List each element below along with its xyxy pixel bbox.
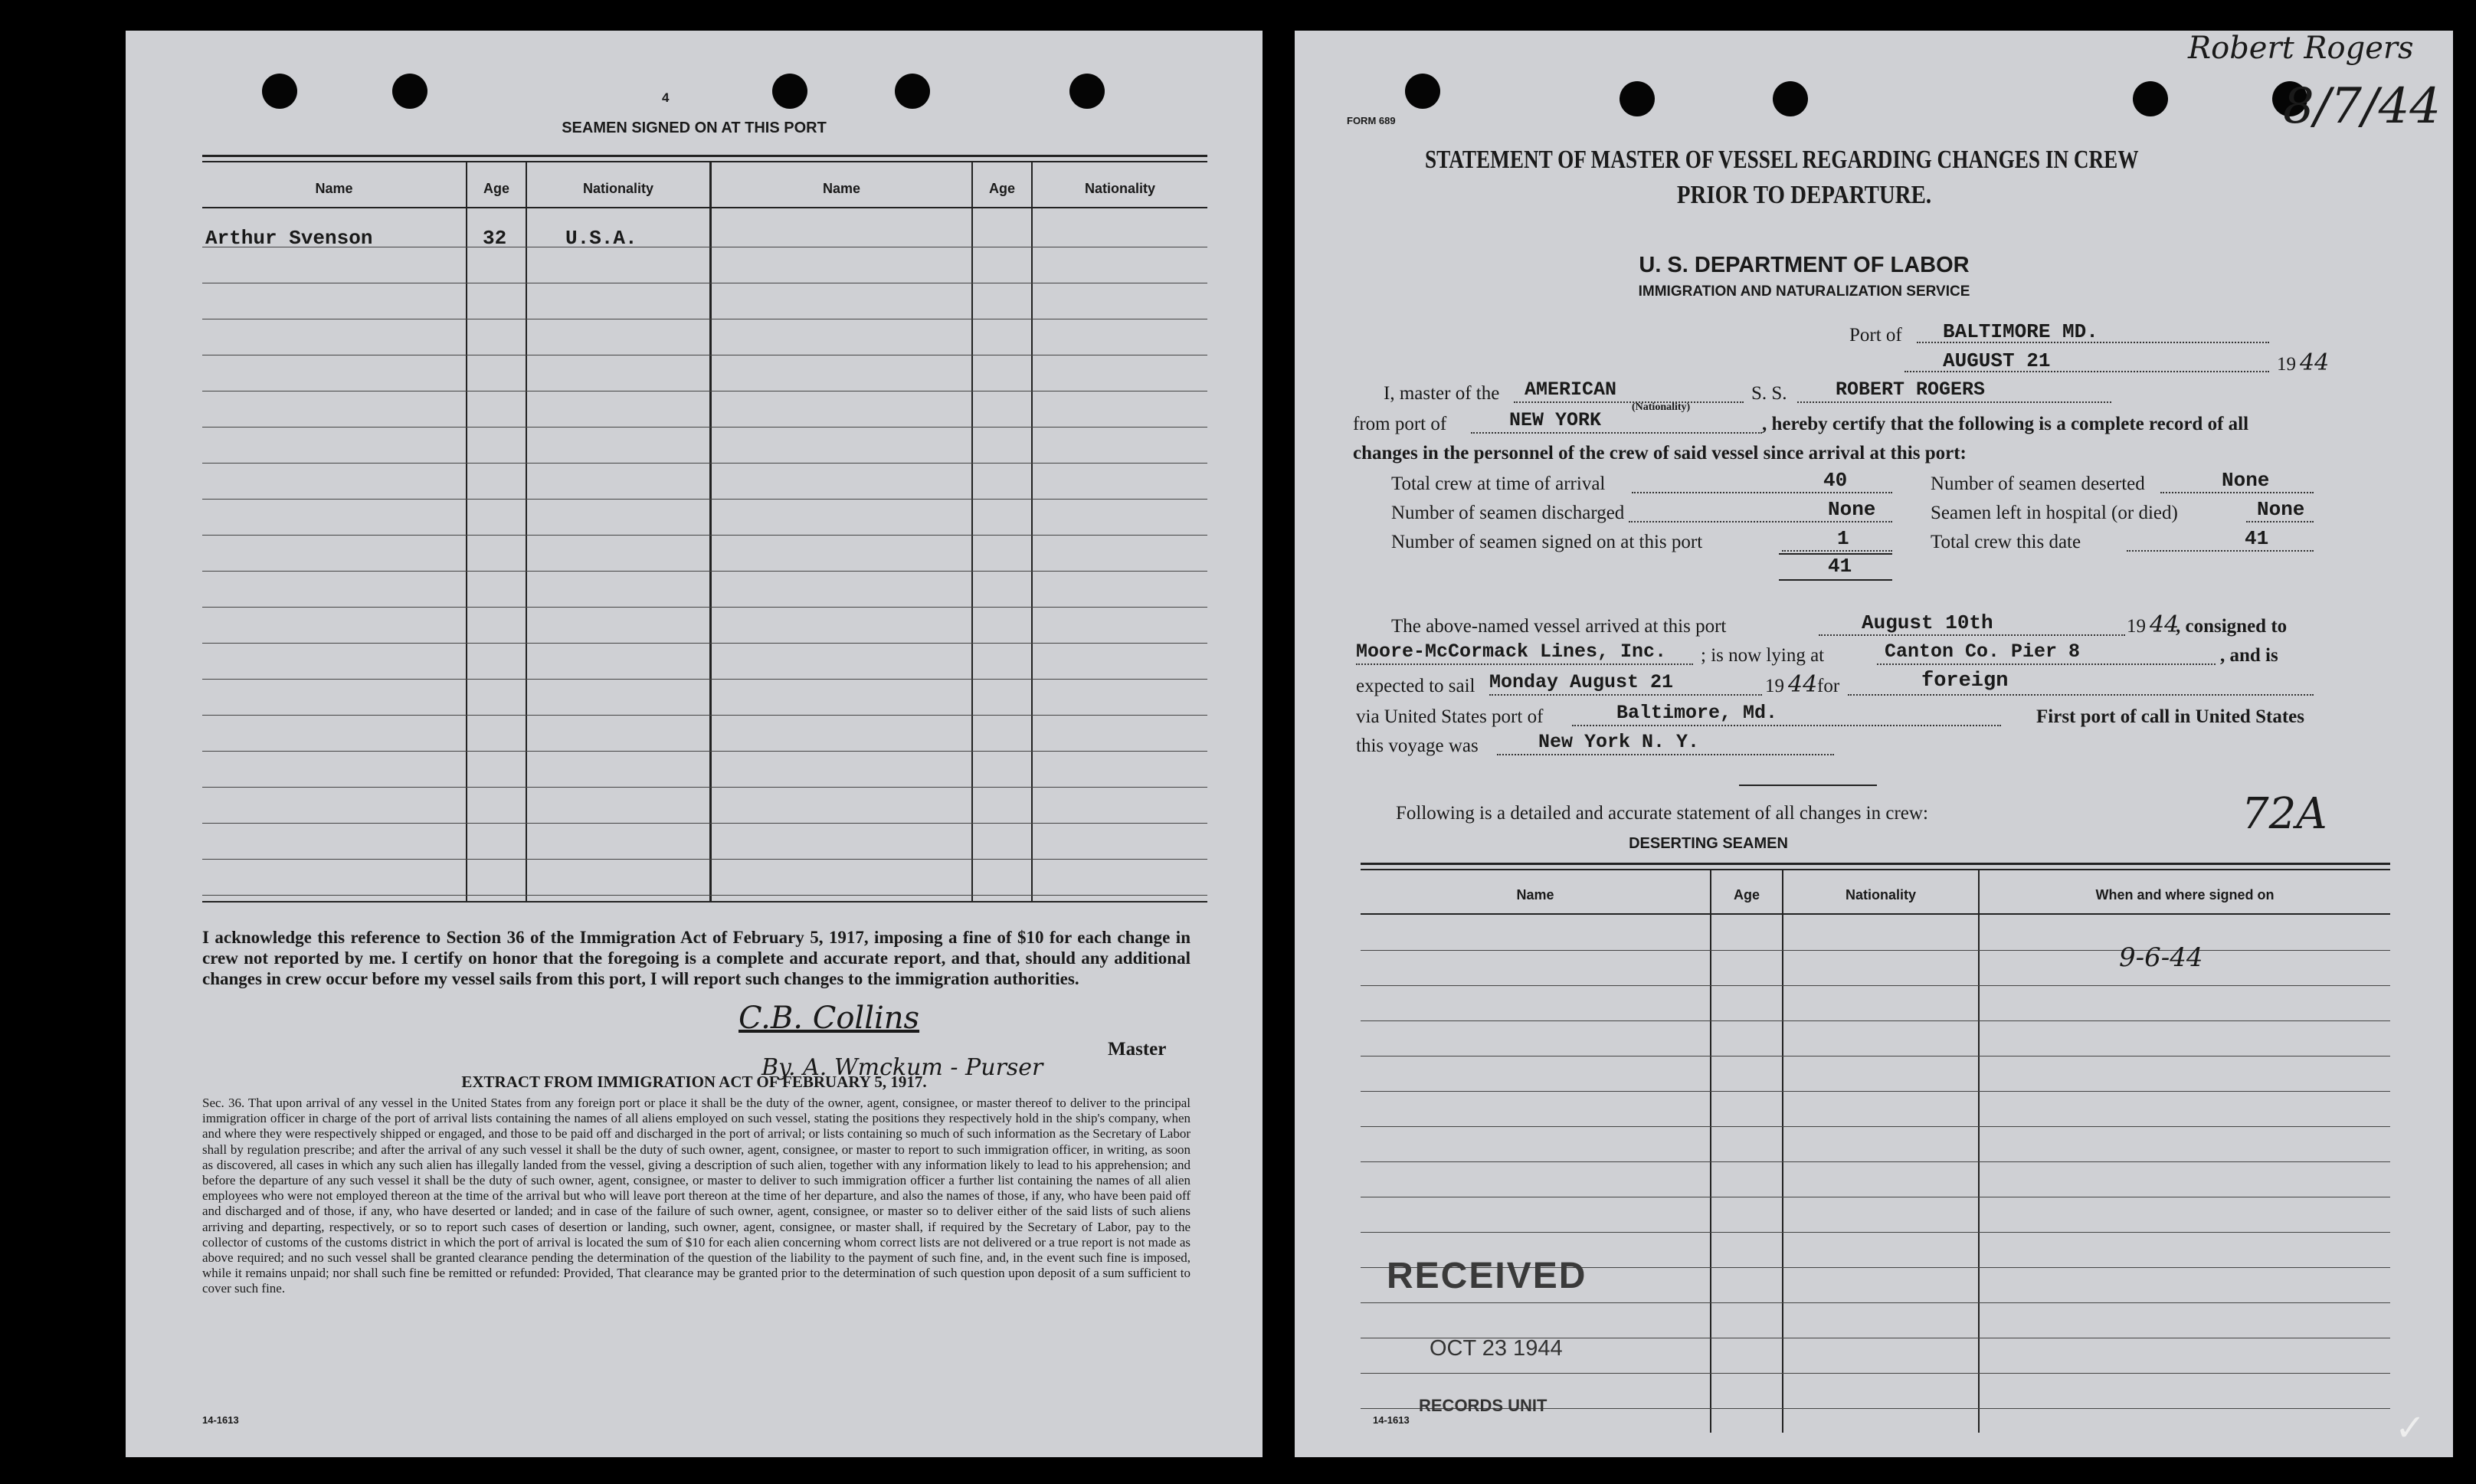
stat-value-discharged: None <box>1828 498 1876 521</box>
table-rule <box>1361 1126 2390 1127</box>
certify-text: , hereby certify that the following is a complete record of all <box>1762 414 2249 434</box>
via-port: Baltimore, Md. <box>1616 702 1778 724</box>
first-port-label: First port of call in United States <box>2036 706 2304 727</box>
table-rule <box>202 571 1207 572</box>
seamen-signed-title: SEAMEN SIGNED ON AT THIS PORT <box>562 120 827 136</box>
stat-value-signed-on: 1 <box>1837 527 1849 550</box>
stat-value-hospital: None <box>2257 498 2305 521</box>
vessel-name: ROBERT ROGERS <box>1836 378 1986 401</box>
table-rule <box>1361 1020 2390 1021</box>
voyage-label: this voyage was <box>1356 735 1479 756</box>
port-label: Port of <box>1849 325 1902 346</box>
following-label: Following is a detailed and accurate statement of all changes in crew: <box>1396 803 1928 824</box>
stat-value-deserted: None <box>2222 469 2270 492</box>
arrived-year-prefix: 19 <box>2127 616 2146 637</box>
lying-at: Canton Co. Pier 8 <box>1885 640 2081 663</box>
col-header-nationality-2: Nationality <box>1084 181 1155 196</box>
handwritten-code: 72A <box>2242 789 2327 839</box>
sail-year-prefix: 19 <box>1765 676 1784 696</box>
deserting-col-when-where: When and where signed on <box>2095 887 2275 903</box>
col-header-nationality: Nationality <box>582 181 653 196</box>
table-rule <box>1361 1161 2390 1162</box>
punch-hole <box>1620 81 1655 116</box>
punch-hole <box>895 74 930 109</box>
year-prefix: 19 <box>2277 354 2296 375</box>
consignee: Moore-McCormack Lines, Inc. <box>1356 640 1667 663</box>
purser-signature: By. A. Wmckum - Purser <box>761 1054 1043 1081</box>
arrived-year: 44 <box>2150 611 2180 638</box>
certify-text-2: changes in the personnel of the crew of said vessel since arrival at this port: <box>1353 443 1967 464</box>
table-rule <box>1361 985 2390 986</box>
table-rule <box>202 643 1207 644</box>
table-rule <box>202 895 1207 896</box>
via-label: via United States port of <box>1356 706 1544 727</box>
table-rule <box>202 823 1207 824</box>
stat-value-arrival: 40 <box>1823 469 1848 492</box>
punch-hole <box>772 74 807 109</box>
punch-hole <box>1069 74 1105 109</box>
deserting-col-nationality: Nationality <box>1845 887 1916 903</box>
punch-hole <box>1773 81 1808 116</box>
arrived-date: August 10th <box>1862 611 1993 634</box>
page-number: 4 <box>662 90 670 105</box>
extract-title: EXTRACT FROM IMMIGRATION ACT OF FEBRUARY 5, 1917. <box>461 1073 927 1091</box>
table-rule <box>202 715 1207 716</box>
lying-label: ; is now lying at <box>1701 645 1825 666</box>
and-is-label: , and is <box>2220 645 2278 666</box>
first-port: New York N. Y. <box>1538 731 1700 753</box>
table-rule <box>1361 950 2390 951</box>
table-rule <box>202 427 1207 428</box>
punch-hole <box>262 74 297 109</box>
deserting-title: DESERTING SEAMEN <box>1629 835 1788 852</box>
received-stamp: RECEIVED <box>1387 1256 1587 1296</box>
sail-year: 44 <box>1788 671 1818 698</box>
sail-date: Monday August 21 <box>1489 671 1674 693</box>
handwritten-date-note: 8/7/44 <box>2283 78 2441 135</box>
stat-label-arrival: Total crew at time of arrival <box>1391 473 1606 494</box>
table-rule <box>202 679 1207 680</box>
destination: foreign <box>1921 670 2009 693</box>
table-rule <box>202 535 1207 536</box>
master-signature: C.B. Collins <box>739 1001 920 1036</box>
from-port-value: NEW YORK <box>1509 409 1602 431</box>
deserting-col-age: Age <box>1733 887 1760 903</box>
master-of-label: I, master of the <box>1384 383 1500 404</box>
stat-label-deserted: Number of seamen deserted <box>1931 473 2145 494</box>
for-label: for <box>1817 676 1840 696</box>
acknowledgment-text: I acknowledge this reference to Section 36 of the Immigration Act of February 5, 1917, imposing a fine of $10 for each change in crew not reported by me. I certify on honor that the foregoing is a complete and accurate report, and that, should any additional changes in crew occur before my vessel sails from this port, I will report such changes to the immigration authorities. <box>202 928 1191 988</box>
arrived-label: The above-named vessel arrived at this port <box>1391 616 1727 637</box>
date-value: AUGUST 21 <box>1943 349 2051 372</box>
handwritten-vessel-name: Robert Rogers <box>2188 31 2414 66</box>
master-label: Master <box>1108 1039 1167 1060</box>
form-code-right: 14-1613 <box>1373 1414 1410 1426</box>
nationality-caption: (Nationality) <box>1632 401 1691 413</box>
check-mark: ✓ <box>2395 1408 2426 1449</box>
right-page <box>1295 31 2453 1457</box>
stat-label-total: Total crew this date <box>1931 532 2081 552</box>
table-rule <box>202 859 1207 860</box>
form-number: FORM 689 <box>1347 115 1396 126</box>
stat-label-hospital: Seamen left in hospital (or died) <box>1931 503 2178 523</box>
service: IMMIGRATION AND NATURALIZATION SERVICE <box>1638 283 1970 300</box>
stat-label-signed-on: Number of seamen signed on at this port <box>1391 532 1703 552</box>
nationality-value: AMERICAN <box>1525 378 1617 401</box>
form-code: 14-1613 <box>202 1414 239 1426</box>
port-value: BALTIMORE MD. <box>1943 320 2098 343</box>
table-rule <box>1361 1302 2390 1303</box>
col-header-name-2: Name <box>822 181 861 196</box>
table-rule <box>202 751 1207 752</box>
punch-hole <box>392 74 427 109</box>
stat-label-discharged: Number of seamen discharged <box>1391 503 1625 523</box>
table-cell-age: 32 <box>483 227 507 250</box>
table-rule <box>202 607 1207 608</box>
punch-hole <box>2133 81 2168 116</box>
form-title-line2: PRIOR TO DEPARTURE. <box>1676 181 1932 209</box>
records-unit-stamp: RECORDS UNIT <box>1419 1396 1548 1415</box>
subtotal-value: 41 <box>1828 555 1852 578</box>
department: U. S. DEPARTMENT OF LABOR <box>1639 253 1970 277</box>
table-rule <box>202 499 1207 500</box>
handwritten-date: 9-6-44 <box>2119 942 2203 973</box>
year-suffix: 44 <box>2300 349 2330 376</box>
table-rule <box>202 463 1207 464</box>
stat-value-total: 41 <box>2245 527 2269 550</box>
punch-hole <box>1405 74 1440 109</box>
from-port-label: from port of <box>1353 414 1447 434</box>
col-header-name: Name <box>315 181 353 196</box>
left-page <box>126 31 1263 1457</box>
table-cell-nationality: U.S.A. <box>565 227 637 250</box>
received-stamp-date: OCT 23 1944 <box>1430 1336 1563 1361</box>
table-cell-name: Arthur Svenson <box>205 227 373 250</box>
form-title-line1: STATEMENT OF MASTER OF VESSEL REGARDING CHANGES IN CREW <box>1425 146 2139 174</box>
consigned-label: , consigned to <box>2176 616 2288 637</box>
expected-label: expected to sail <box>1356 676 1475 696</box>
deserting-col-name: Name <box>1516 887 1554 903</box>
col-header-age-2: Age <box>988 181 1015 196</box>
extract-text: Sec. 36. That upon arrival of any vessel in the United States from any foreign port or place it shall be the duty of the owner, agent, consignee, or master thereof to deliver to the principal immigration officer in charge of the port of arrival lists containing the names of all aliens employed on such vessel, stating the positions they respectively hold in the ship's company, when and where they were respectively shipped or engaged, and those to be paid off and discharged in the port of arrival; or lists containing so much of such information as the Secretary of Labor shall by regulation prescribe; and after the arrival of any such vessel it shall be the duty of such owner, agent, consignee, or master to report to such immigration officer, in writing, as soon as discovered, all cases in which any such alien has illegally landed from the vessel, giving a description of such alien, together with any information likely to lead to his apprehension; and before the departure of any such vessel it shall be the duty of such owner, agent, consignee, or master to deliver to such immigration officer a further list containing the names of all alien employees who were not employed thereon at the time of the arrival but who will leave port thereon at the time of her departure, and also the names of those, if any, who have been paid off and discharged and of those, if any, who have deserted or landed; and in case of the failure of such owner, agent, consignee, or master so to deliver either of the said lists of such aliens arriving and departing, respectively, or so to report such cases of desertion or landing, such owner, agent, consignee, or master shall, if required by the Secretary of Labor, pay to the collector of customs of the customs district in which the port of arrival is located the sum of $10 for each alien concerning whom correct lists are not delivered or a true report is not made as above required; and no such vessel shall be granted clearance pending the determination of the question of the liability to the payment of such fine, and, in the event such fine is imposed, while it remains unpaid; nor shall such fine be remitted or refunded: Provided, That clearance may be granted prior to the determination of such question upon deposit of a sum sufficient to cover such fine. <box>202 1096 1191 1296</box>
table-rule <box>1361 1373 2390 1374</box>
table-rule <box>202 787 1207 788</box>
table-rule <box>1361 1091 2390 1092</box>
ss-label: S. S. <box>1751 383 1787 404</box>
col-header-age: Age <box>483 181 509 196</box>
table-rule <box>1361 1232 2390 1233</box>
